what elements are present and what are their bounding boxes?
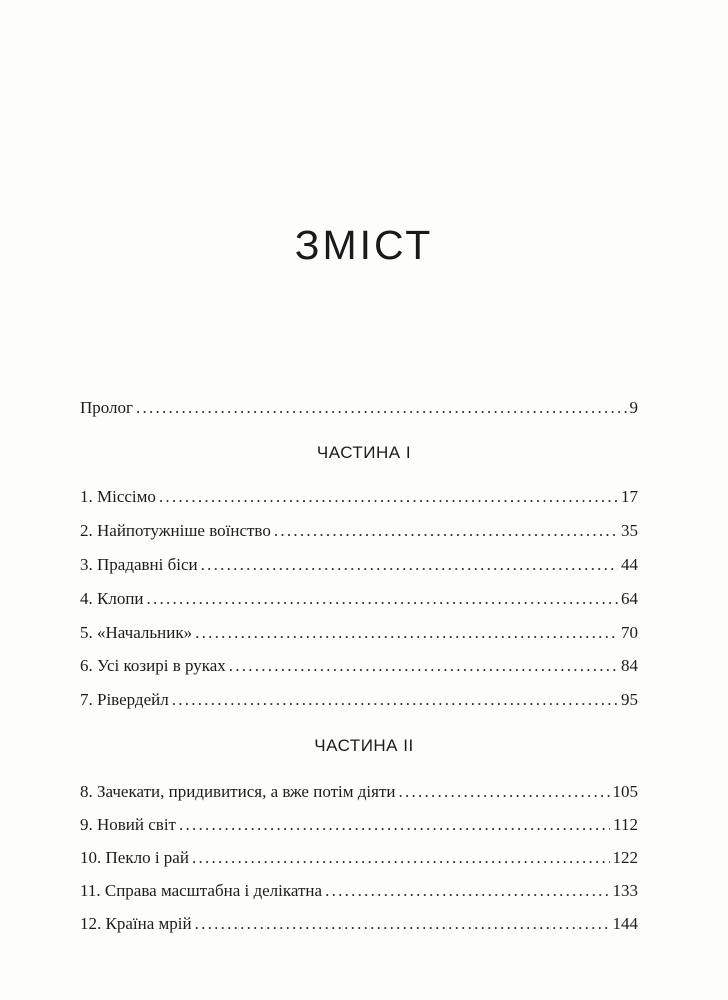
dot-leader [195, 913, 610, 935]
page-title: ЗМІСТ [294, 222, 434, 268]
dot-leader [179, 814, 610, 836]
toc-entry-label: 8. Зачекати, придивитися, а вже потім діяти [80, 782, 396, 801]
toc-entry-label: 3. Прадавні біси [80, 555, 198, 574]
toc-entry-page: 44 [621, 555, 638, 574]
toc-entry [80, 622, 638, 644]
toc-entry [80, 913, 638, 935]
toc-entry [80, 689, 638, 711]
dot-leader [229, 655, 618, 677]
toc-entry-label: 1. Міссімо [80, 487, 156, 506]
toc-entry-label: 4. Клопи [80, 589, 144, 608]
toc-entry-page: 17 [621, 487, 638, 506]
toc-entry-prologue [80, 397, 638, 419]
toc-entry [80, 486, 638, 508]
toc-entry [80, 655, 638, 677]
toc-entry [80, 880, 638, 902]
toc-entry-label: 5. «Начальник» [80, 623, 193, 642]
toc-entry [80, 520, 638, 542]
toc-entry-page: 84 [621, 656, 638, 675]
toc-entry-label: 9. Новий світ [80, 815, 176, 834]
dot-leader [201, 554, 618, 576]
toc-entry-label: 7. Рівердейл [80, 690, 169, 709]
toc-entry-page: 133 [612, 881, 638, 900]
toc-entry [80, 588, 638, 610]
toc-entry-page: 144 [612, 914, 638, 933]
dot-leader [398, 781, 609, 803]
toc-entry-label: 12. Країна мрій [80, 914, 192, 933]
toc-entry-page: 64 [621, 589, 638, 608]
toc-entry-page: 105 [612, 782, 638, 801]
dot-leader [274, 520, 618, 542]
dot-leader [195, 622, 618, 644]
dot-leader [136, 397, 626, 419]
toc-entry-label: Пролог [80, 398, 134, 417]
toc-entry-page: 112 [613, 815, 638, 834]
dot-leader [147, 588, 618, 610]
dot-leader [159, 486, 618, 508]
toc-entry-page: 35 [621, 521, 638, 540]
toc-entry [80, 814, 638, 836]
toc-entry-page: 9 [629, 398, 638, 417]
toc-entry-label: 11. Справа масштабна і делікатна [80, 881, 323, 900]
toc-entry [80, 554, 638, 576]
dot-leader [172, 689, 618, 711]
toc-entry-label: 10. Пекло і рай [80, 848, 189, 867]
toc-entry-page: 95 [621, 690, 638, 709]
dot-leader [325, 880, 609, 902]
toc-entry-label: 2. Найпотужніше воїнство [80, 521, 271, 540]
toc-entry [80, 781, 638, 803]
part-heading-1: ЧАСТИНА І [316, 443, 412, 462]
toc-entry-label: 6. Усі козирі в руках [80, 656, 226, 675]
part-heading-2: ЧАСТИНА ІІ [314, 736, 414, 755]
toc-entry-page: 122 [612, 848, 638, 867]
dot-leader [192, 847, 610, 869]
toc-entry [80, 847, 638, 869]
toc-entry-page: 70 [621, 623, 638, 642]
